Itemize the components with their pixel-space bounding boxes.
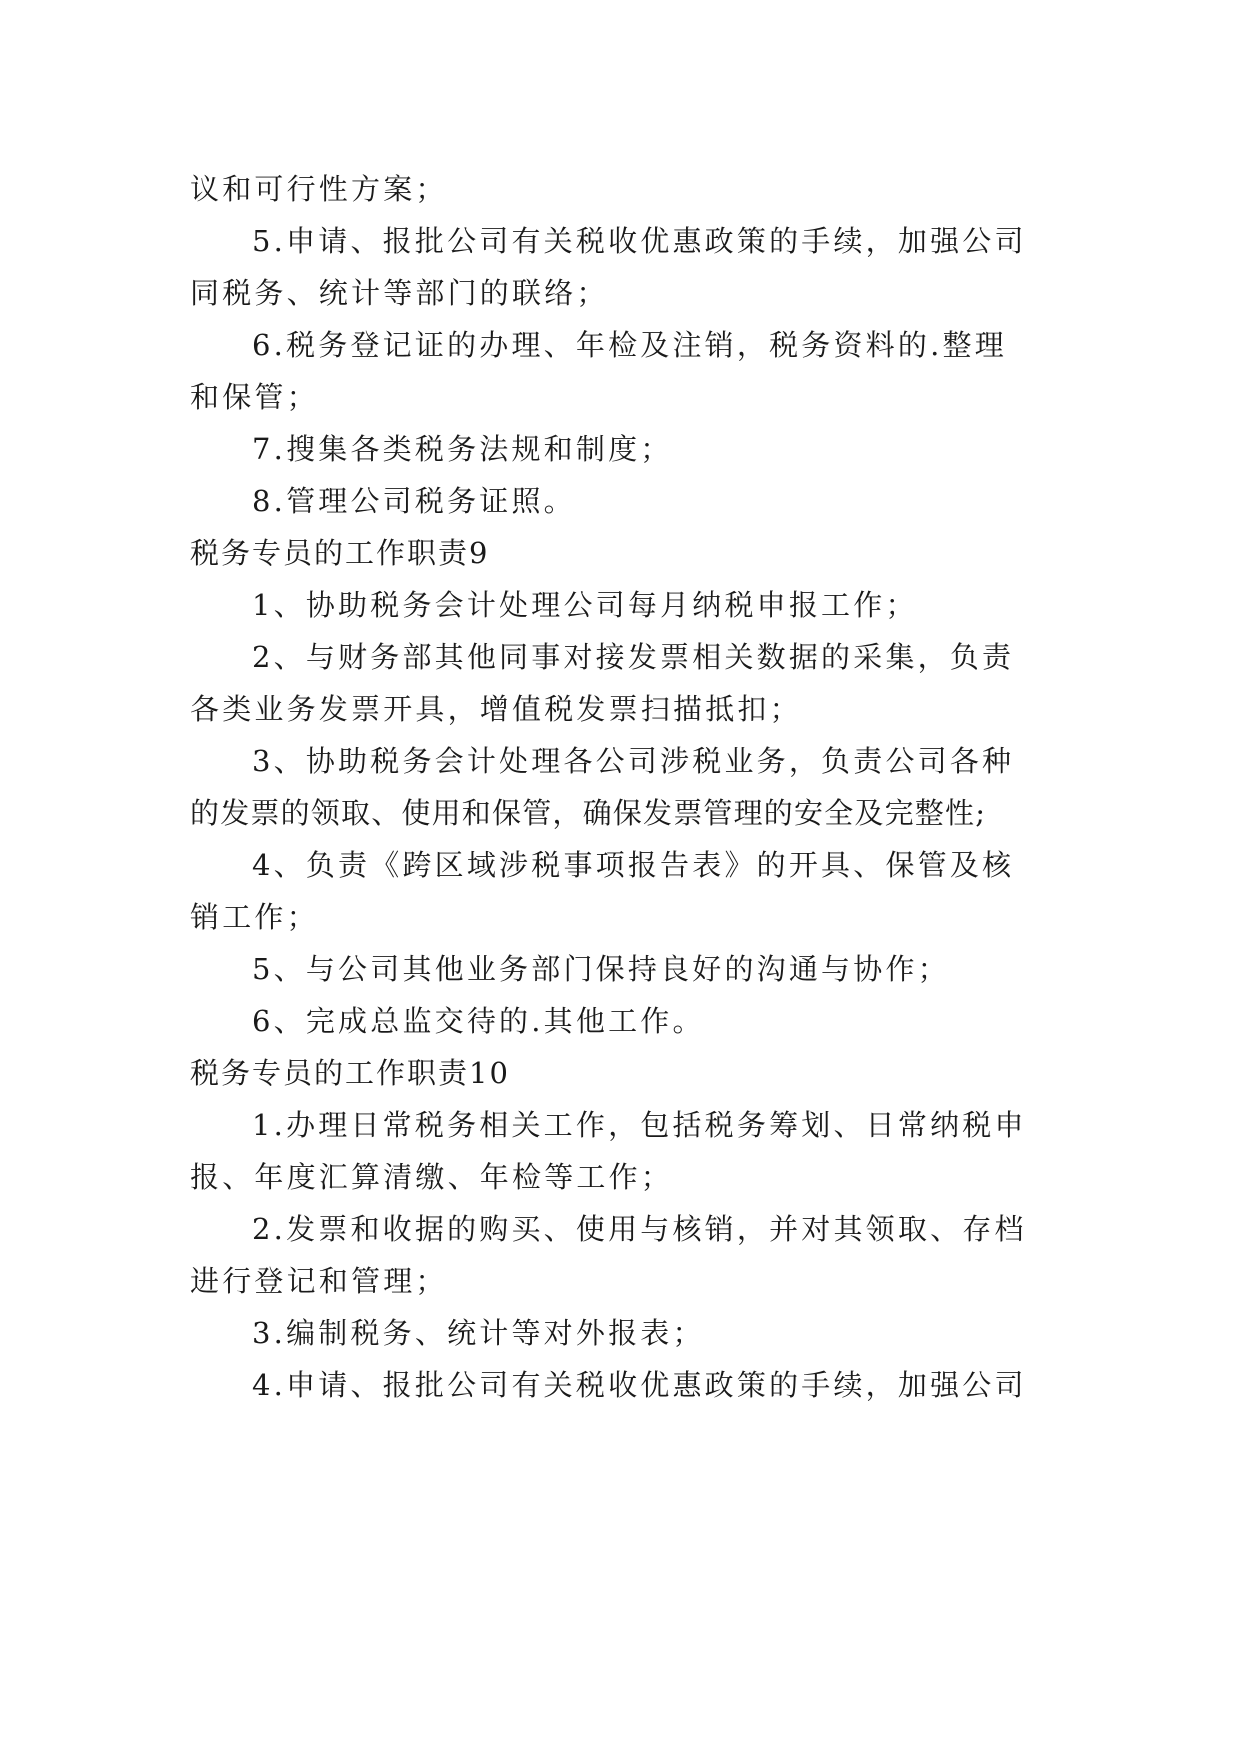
text-line: 1.办理日常税务相关工作，包括税务筹划、日常纳税申: [252, 1108, 1027, 1142]
text-line: 的发票的领取、使用和保管，确保发票管理的安全及完整性;: [190, 796, 987, 830]
text-line: 报、年度汇算清缴、年检等工作；: [190, 1160, 674, 1194]
text-line: 和保管；: [190, 380, 319, 414]
text-line: 各类业务发票开具，增值税发票扫描抵扣；: [190, 692, 802, 726]
text-line: 2.发票和收据的购买、使用与核销，并对其领取、存档: [252, 1212, 1027, 1246]
text-line: 5、与公司其他业务部门保持良好的沟通与协作；: [252, 952, 950, 986]
text-line: 3、协助税务会计处理各公司涉税业务，负责公司各种: [252, 744, 1015, 778]
text-line: 同税务、统计等部门的联络；: [190, 276, 609, 310]
text-line: 6、完成总监交待的.其他工作。: [252, 1004, 705, 1038]
text-line: 1、协助税务会计处理公司每月纳税申报工作；: [252, 588, 918, 622]
text-line: 2、与财务部其他同事对接发票相关数据的采集，负责: [252, 640, 1015, 674]
section-heading: 税务专员的工作职责9: [190, 536, 490, 570]
text-line: 3.编制税务、统计等对外报表；: [252, 1316, 705, 1350]
text-line: 7.搜集各类税务法规和制度；: [252, 432, 673, 466]
text-line: 4.申请、报批公司有关税收优惠政策的手续，加强公司: [252, 1368, 1027, 1402]
section-heading: 税务专员的工作职责10: [190, 1056, 510, 1090]
text-line: 进行登记和管理；: [190, 1264, 448, 1298]
text-line: 5.申请、报批公司有关税收优惠政策的手续，加强公司: [252, 224, 1027, 258]
text-line: 议和可行性方案；: [190, 172, 448, 206]
text-line: 6.税务登记证的办理、年检及注销，税务资料的.整理: [252, 328, 1007, 362]
text-line: 销工作；: [190, 900, 319, 934]
text-line: 4、负责《跨区域涉税事项报告表》的开具、保管及核: [252, 848, 1015, 882]
text-line: 8.管理公司税务证照。: [252, 484, 576, 518]
